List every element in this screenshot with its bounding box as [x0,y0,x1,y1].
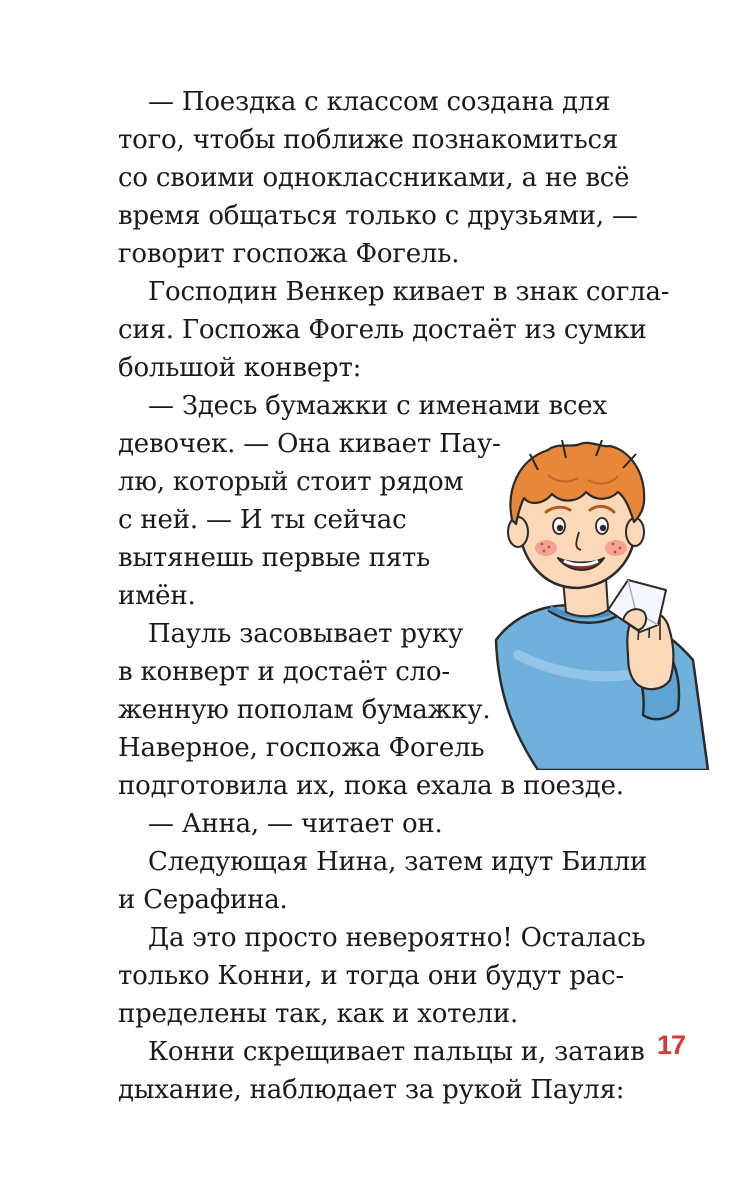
text-line: говорит госпожа Фогель. [118,239,460,269]
text-line: — Поездка с классом создана для [148,87,611,117]
text-line: в конверт и достаёт сло- [118,657,450,687]
text-line: Наверное, госпожа Фогель [118,733,485,763]
text-line: женную пополам бумажку. [118,695,491,725]
text-line: со своими одноклассниками, а не всё [118,163,630,193]
text-line: Пауль засовывает руку [148,619,464,649]
text-line: Господин Венкер кивает в знак согла- [148,277,670,307]
text-line: большой конверт: [118,353,362,383]
text-line: подготовила их, пока ехала в поезде. [118,771,624,801]
text-line: — Анна, — читает он. [148,809,443,839]
text-line: вытянешь первые пять [118,543,431,573]
text-line: только Конни, и тогда они будут рас- [118,961,624,991]
text-line: Следующая Нина, затем идут Билли [148,847,648,877]
text-line: — Здесь бумажки с именами всех [148,391,607,421]
text-line: и Серафина. [118,885,288,915]
page-number: 17 [657,1030,686,1060]
text-line: с ней. — И ты сейчас [118,505,407,535]
text-line: пределены так, как и хотели. [118,999,519,1029]
text-line: Да это просто невероятно! Осталась [148,923,646,953]
text-line: Конни скрещивает пальцы и, затаив [148,1037,645,1067]
text-line: лю, который стоит рядом [118,467,464,497]
text-line: сия. Госпожа Фогель достаёт из сумки [118,315,647,345]
text-line: дыхание, наблюдает за рукой Пауля: [118,1075,625,1105]
text-line: того, чтобы поближе познакомиться [118,125,619,155]
text-line: девочек. — Она кивает Пау- [118,429,501,459]
text-line: имён. [118,581,196,611]
boy-holding-paper-illustration [478,440,713,770]
text-line: время общаться только с друзьями, — [118,201,638,231]
